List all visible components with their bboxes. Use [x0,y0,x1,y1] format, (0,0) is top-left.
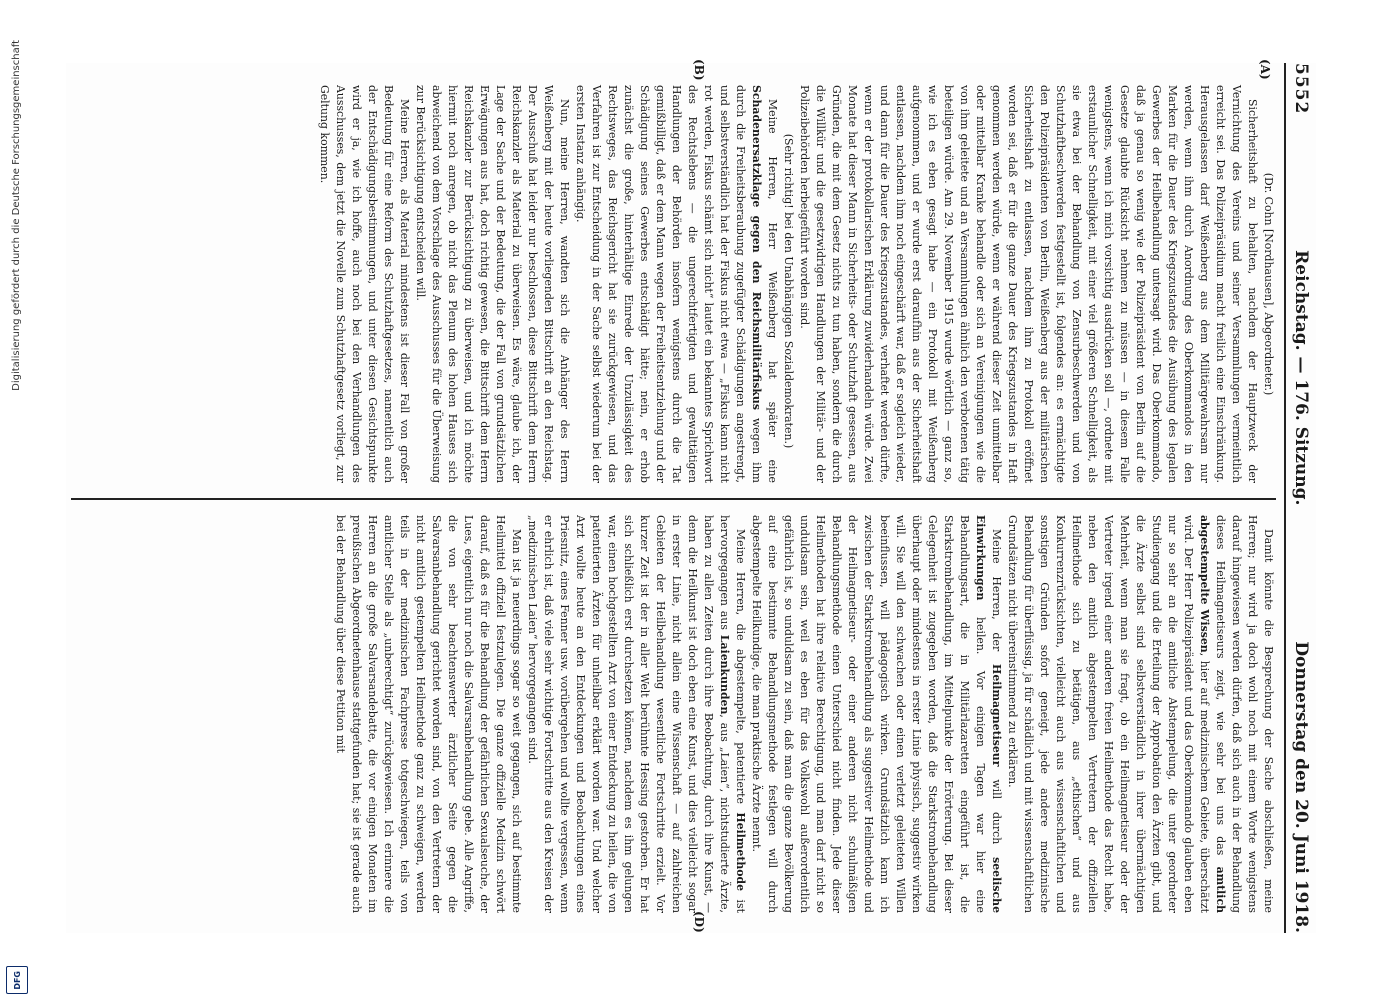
paragraph: Meine Herren, als Material mindestens ist dieser Fall von großer Bedeutung für eine Reform des Schutzhaftgesetzes, namentlich auch der Entschädigungsbestimmungen, und unter diesen Gesichtspunkte wird er ja, wie ich hoffe, auch noch bei den Verhandlungen des Ausschusses, dem jetzt die Novelle zum Schutzhaftgesetz vorliegt, zur Geltung kommen. [318,85,411,483]
text-run: , hier auf medizinischem Gebiete, überschätzt wird. Der Herr Polizeipräsident und das Oberkommando glauben eben nur so sehr an die amtliche Abstempelung, die unter geordneter Studiengang und die Erteilung der Approbation den Ärzten gibt, und die Ärzte selbst sind selbstverständlich in ihrer übermächtigen Mehrheit, wenn man sie fragt, ob ein Heilmagnetiseur oder der Vertreter irgend einer anderen freien Heilmethode das Recht habe, neben den amtlich abgestempelten Vertretern der offiziellen Heilmethode sich zu betätigen, aus „ethischen“ und aus Konkurrenzrücksichten, vielleicht auch aus wissenschaftlichen und sonstigen Gründen sofort geneigt, jede andere medizinische Behandlung für überflüssig, ja für schädlich und mit wissenschaftlichen Grundsätzen nicht übereinstimmend zu erklären. [1006,515,1211,913]
paragraph: Man ist ja neuerdings sogar so weit gegangen, sich auf bestimmte Heilmittel offiziell festzulegen. Die ganze offizielle Medizin schwört darauf, daß es für die Behandlung der gefährlichen Sexualseuche, der Lues, eigentlich nur noch die Salvarsanbehandlung gebe. Alle Angriffe, die von sehr beachtenswerter ärztlicher Seite gegen die Salvarsanbehandlung gerichtet worden sind, von den Vertretern der nicht amtlich gestempelten Heilmethode ganz zu schweigen, werden teils in der medizinischen Fachpresse totgeschwiegen, teils von amtlicher Stelle als „unberechtigt“ zurückgewiesen. Ich erinnere die Herren an die große Salvarsandebatte, die vor einigen Monaten im preußischen Abgeordnetenhause stattgefunden hat; sie ist gerade auch bei der Behandlung über diese Petition mit [334,515,523,913]
right-column [71,515,1276,913]
paragraph: Nun, meine Herren, wandten sich die Anhänger des Herrn Weißenberg mit der heute vorliegenden Bittschrift an den Reichstag. Der Ausschuß hat leider nur beschlossen, diese Bittschrift dem Herrn Reichskanzler als Material zu überweisen. Es wäre, glaube ich, der Lage der Sache und der Bedeutung, die der Fall von grundsätzlichen Erwägungen aus hat, doch richtig gewesen, die Bittschrift dem Herrn Reichskanzler zur Berücksichtigung zu überweisen, und ich möchte hiermit noch anregen, ob nicht das Plenum des hohen Hauses sich abweichend von dem Vorschlage des Ausschusses für die Überweisung zur Berücksichtigung entscheiden will. [414,85,571,483]
paragraph [524,515,748,913]
dfg-logo [6,966,28,994]
paragraph [748,515,1004,913]
digitization-credit [8,40,24,960]
session-date: Donnerstag den 20. Juni 1918. [1291,641,1311,933]
column-divider [71,498,1276,500]
text-run: Meine Herren, Herr Weißenberg hat später eine [766,99,779,483]
margin-marker-d: (D) [692,911,706,933]
paragraph [572,85,780,483]
page-number: 5552 [1291,63,1311,115]
digitization-credit-text: Digitalisierung gefördert durch die Deutsche Forschungsgemeinschaft [10,40,22,391]
interjection: (Sehr richtig! bei den Unabhängigen Sozialdemokraten.) [782,133,795,449]
emphasis: amtlich abgestempelte Wissen [1198,515,1227,913]
text-run: wegen ihm durch die Freiheitsberaubung zugefügter Schädigungen angestrengt, und selbstverständlich hat der Fiskus nicht etwa — „Fiskus kann nicht rot werden, Fiskus schämt sich nicht“ lautet ein bekanntes Sprichwort des Rechtslebens — die ungerechtfertigten und gewalttätigen Handlungen der Behörden insofern wenigstens durch die Tat gemißbilligt, daß er dem Mann wegen der Freiheitsentziehung und der Schädigung seines Gewerbes entschädigt hätte; nein, er erhob zunächst die große, hinterhältige Einrede der Unzulässigkeit des Rechtsweges, das Reichsgericht hat sie zurückgewiesen, und das Verfahren ist zur Entscheidung in der Sache selbst wiederum bei der ersten Instanz anhängig. [574,85,763,483]
text-run: Meine Herren, die abgestempelte, patentierte [734,529,747,813]
left-column [71,63,1276,483]
text-run: Damit könnte die Besprechung der Sache abschließen, meine Herren; nur wird ja doch wohl noch mit einem Worte wenigstens darauf hingewiesen werden dürfen, daß sich auch in der Behandlung dieses Heilmagnetiseurs zeigt, wie sehr bei uns das [1214,515,1275,913]
text-run: heilen. Vor einigen Tagen war hier eine Behandlungsart, die in Militärlazaretten eingeführt ist, die Starkstrombehandlung, im Mittelpunkte der Erörterung. Bei dieser Gelegenheit ist zugegeben worden, daß die Starkstrombehandlung überhaupt oder mindestens in erster Linie physisch, suggestiv wirken will. Sie will den schwachen oder einen verletzt geleiteten Willen beeinflussen, will pädagogisch wirken. Grundsätzlich kann ich zwischen der Starkstrombehandlung als suggestiver Heilmethode und der Heilmagnetiseur- oder einer anderen nicht schulmäßigen Behandlungsmethode einen Unterschied nicht finden. Jede dieser Heilmethoden hat ihre relative Berechtigung, und man darf nicht so unduldsam sein, weil es eben für das Volkswohl außerordentlich gefährlich ist, so unduldsam zu sein, daß man die ganze Bevölkerung auf eine bestimmte Behandlungsmethode festlegen will durch abgestempelte Heilkundige, die man praktische Ärzte nennt. [750,515,987,913]
margin-marker-a: (A) [1258,59,1272,80]
text-run: Meine Herren, der [990,529,1003,665]
emphasis: seelische Einwirkungen [974,515,1003,913]
paragraph: Sicherheitshaft zu behalten, nachdem der Hauptzweck der Vernichtung des Vereins und seiner Versammlungen vermeintlich erreicht sei. Das Polizeipräsidium macht freilich eine Einschränkung. Herausgelassen darf Weißenberg aus dem Militärgewahrsam nur werden, wenn ihm durch Anordnung des Oberkommandos in den Marken für die Dauer des Kriegszustandes die Ausübung des legalen Gewerbes der Heilbehandlung untersagt wird. Das Oberkommando, daß ja genau so wenig wie der Polizeipräsident von Berlin auf die Gesetze glaubte Rücksicht nehmen zu müssen — in diesem Falle wenigstens, wenn ich mich vorsichtig ausdrücken soll —, ordnete mit erstaunlicher Schnelligkeit, mit einer viel größeren Schnelligkeit, als sie etwa bei der Behandlung von Zensurbeschwerden und von Schutzhaftbeschwerden festgestellt ist, folgendes an: es ermächtigte den Polizeipräsidenten von Berlin, Weißenberg aus der militärischen Sicherheitshaft zu entlassen, nachdem ihm zu Protokoll eröffnet worden sei, daß er für die ganze Dauer des Kriegszustandes in Haft genommen werden würde, wenn er während dieser Zeit unmittelbar oder mittelbar Kranke behandle oder sich an Vereinigungen wie die von ihm geleitete und an Versammlungen ähnlich den verbotenen tätig beteiligen würde. Am 29. November 1915 wurde wörtlich — ganz so, wie ich es eben gesagt habe — ein Protokoll mit Weißenberg aufgenommen, und er wurde erst daraufhin aus der Sicherheitshaft entlassen, nachdem ihm noch eingeschärft war, daß er sogleich wieder, und dann für die Dauer des Kriegszustandes, verhaftet werden dürfte, wenn er der protokollarischen Erklärung zuwiderhandeln würde. Zwei Monate hat dieser Mann in Sicherheits- oder Schutzhaft gesessen, aus Gründen, die mit dem Gesetz nichts zu tun haben, sondern die durch die Willkür und die gesetzwidrigen Handlungen der Militär- und der Polizeibehörden herbeigeführt worden sind. [798,85,1259,483]
session-title: Reichstag. — 176. Sitzung. [1291,250,1311,506]
paragraph [1004,515,1276,913]
margin-marker-b: (B) [692,59,706,81]
text-run: will durch [990,766,1003,858]
speaker-line: (Dr. Cohn [Nordhausen], Abgeordneter.) [1262,172,1275,396]
dfg-logo-text: DFG [12,970,22,990]
emphasis: Laienkunden [718,634,731,715]
emphasis: Heilmethode [734,812,747,892]
text-run: , aus „Laien“, nichtstudierte Ärzte, haben zu allen Zeiten durch ihre Beobachtung, durch ihre Kunst, — denn die Heilkunst ist doch eben eine Kunst, und dies vielleicht sogar in erster Linie, nicht allein eine Wissenschaft — auf zahlreichen Gebieten der Heilbehandlung wesentliche Fortschritte erzielt. Vor kurzer Zeit ist der in aller Welt berühmte Hessing gestorben. Er hat sich schließlich erst durchsetzen können, nachdem es ihm gelungen war, einen hochgestellten Arzt von einer Entdeckung zu heilen, die von patentierten Ärzten für unheilbar erklärt worden war. Und welcher Arzt wollte heute an den Entdeckungen und Beobachtungen eines Priesnitz, eines Fenner usw. vorübergehen und wollte vergessen, wenn er ehrlich ist, daß viele sehr wichtige Fortschritte aus den Kreisen der „medizinischen Laien“ hervorgegangen sind. [526,515,731,913]
page-header [1284,63,1316,933]
scanned-page [66,59,1316,933]
emphasis: Heilmagnetiseur [990,664,1003,767]
text-run: ist hervorgegangen aus [718,515,747,913]
emphasis: Schadenersatzklage gegen den Reichsmilitärfiskus [750,85,763,410]
